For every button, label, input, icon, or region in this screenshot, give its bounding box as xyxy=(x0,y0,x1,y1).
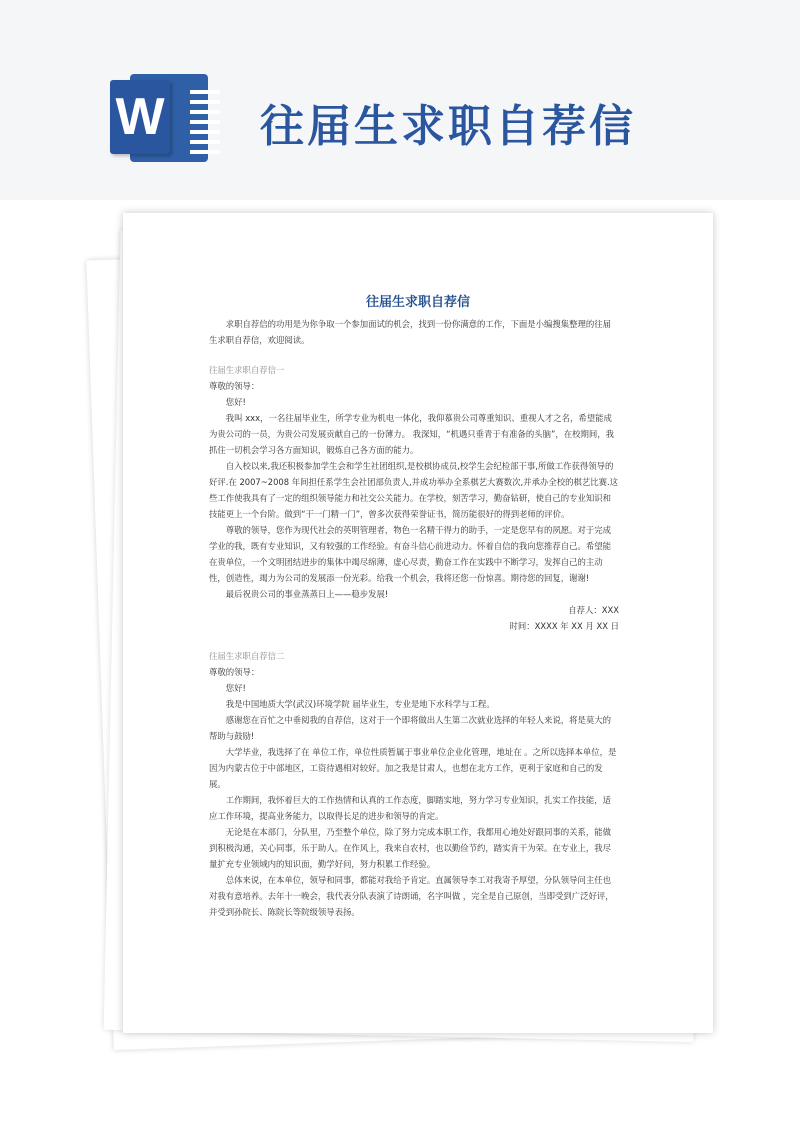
document-page xyxy=(123,213,713,1033)
letter1-paragraph-1: 我叫 xxx，一名往届毕业生，所学专业为机电一体化，我仰慕贵公司尊重知识、重视人才之名，希望能成为贵公司的一员，为贵公司发展贡献自己的一份薄力。 我深知，“机遇只垂青于有准备的头脑”，在校期间，我抓住一切机会学习各方面知识，锻炼自己各方面的能力。 xyxy=(209,413,614,455)
letter2-greeting: 您好! xyxy=(225,683,246,693)
letter2-heading: 往届生求职自荐信二 xyxy=(209,651,285,661)
letter2-paragraph-2: 感谢您在百忙之中垂阅我的自荐信，这对于一个即将做出人生第二次就业选择的年轻人来说，将是莫大的帮助与鼓励! xyxy=(209,715,612,741)
intro-paragraph: 求职自荐信的功用是为你争取一个参加面试的机会，找到一份你满意的工作，下面是小编搜集整理的往届生求职自荐信，欢迎阅读。 xyxy=(209,319,612,345)
word-icon-letter: W xyxy=(110,80,170,154)
letter2-paragraph-1: 我是中国地质大学(武汉)环境学院 届毕业生，专业是地下水科学与工程。 xyxy=(225,699,495,709)
banner-title: 往届生求职自荐信 xyxy=(260,101,636,152)
word-icon-lines xyxy=(190,90,220,160)
letter1-paragraph-2: 自入校以来,我还积极参加学生会和学生社团组织,是校棋协成员,校学生会纪检部干事,所做工作获得领导的好评.在 2007~2008 年间担任系学生会社团部负责人,并成功举办全系棋艺大赛数次,并承办全校的棋艺比赛.这些工作使我具有了一定的组织领导能力和社交公关能力。在学校，刻苦学习，勤奋钻研，使自己的专业知识和技能更上一个台阶。做到“干一门精一门”，曾多次获得荣誉证书，简历能很好的得到老师的评价。 xyxy=(209,461,618,519)
letter1-greeting: 您好! xyxy=(225,397,246,407)
document-title: 往届生求职自荐信 xyxy=(365,295,470,310)
letter1-salutation: 尊敬的领导： xyxy=(209,381,260,391)
letter2-paragraph-5: 无论是在本部门，分队里，乃至整个单位，除了努力完成本职工作，我都用心地处好跟同事的关系，能做到积极沟通，关心同事，乐于助人。在作风上，我来自农村，也以勤俭节约，踏实肯干为荣。在专业上，我尽量扩充专业领域内的知识面，勤学好问，努力积累工作经验。 xyxy=(209,827,612,869)
letter2-paragraph-6: 总体来说，在本单位，领导和同事，都能对我给予肯定。直属领导李工对我寄予厚望，分队领导问主任也对我有意培养。去年十一晚会，我代表分队表演了诗朗诵，名字叫做 ，完全是自己原创，当即受到广泛好评，并受到孙院长、陈院长等院级领导表扬。 xyxy=(209,875,614,917)
letter2-paragraph-4: 工作期间，我怀着巨大的工作热情和认真的工作态度，脚踏实地，努力学习专业知识，扎实工作技能，适应工作环境，提高业务能力，以取得长足的进步和领导的肯定。 xyxy=(209,795,612,821)
letter1-paragraph-3: 尊敬的领导，您作为现代社会的英明管理者，物色一名精干得力的助手，一定是您早有的夙愿。对于完成学业的我，既有专业知识，又有较强的工作经验。有奋斗信心前进动力。怀着自信的我向您推荐自己。希望能在贵单位，一个文明团结进步的集体中竭尽绵薄，虚心尽责，勤奋工作在实践中不断学习，发挥自己的主动性，创造性，竭力为公司的发展添一份光彩。给我一个机会，我将还您一份惊喜。期待您的回复，谢谢! xyxy=(209,525,612,583)
letter1-date: 时间：XXXX 年 XX 月 XX 日 xyxy=(509,621,619,631)
letter1-signer: 自荐人：XXX xyxy=(568,605,619,615)
letter1-heading: 往届生求职自荐信一 xyxy=(209,365,285,375)
word-document-icon xyxy=(110,70,210,166)
document-body xyxy=(209,316,619,920)
letter1-paragraph-4: 最后祝贵公司的事业蒸蒸日上——稳步发展! xyxy=(225,589,389,599)
letter2-paragraph-3: 大学毕业，我选择了在 单位工作，单位性质暂属于事业单位企业化管理，地址在 。之所以选择本单位，是因为内蒙古位于中部地区，工资待遇相对较好。加之我是甘肃人，也想在北方工作，更利于家庭和自己的发展。 xyxy=(209,747,617,789)
letter2-salutation: 尊敬的领导： xyxy=(209,667,260,677)
